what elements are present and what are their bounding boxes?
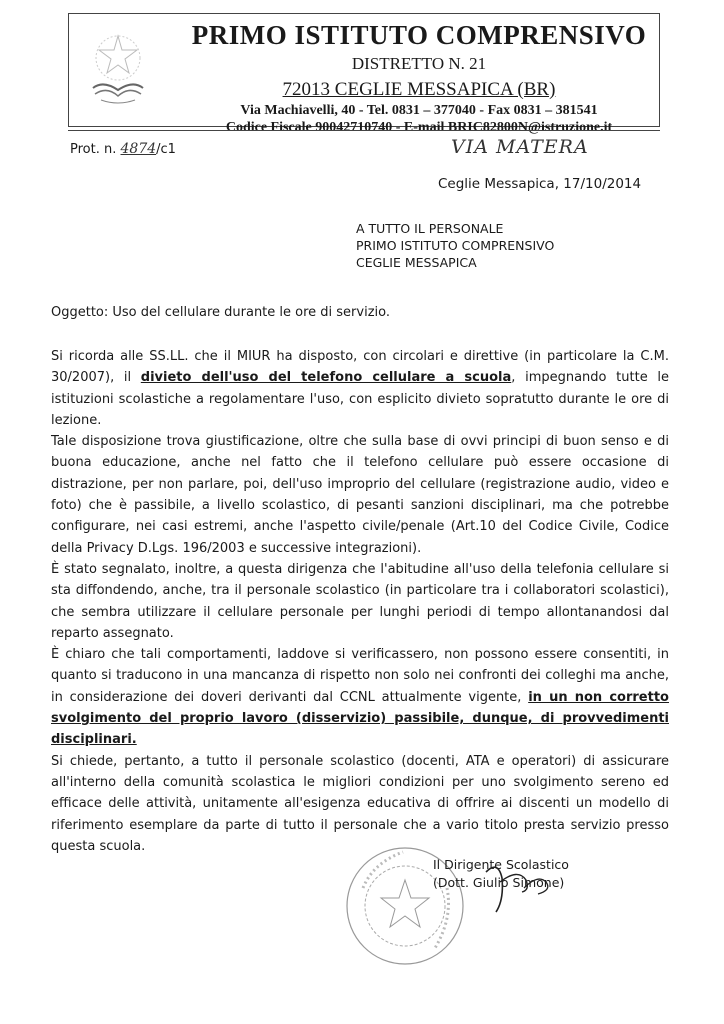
- recipients-block: [356, 220, 554, 271]
- protocol-number: [70, 141, 176, 157]
- emphasized-text: divieto dell'uso del telefono cellulare a scuola: [140, 370, 512, 386]
- paragraph: Tale disposizione trova giustificazione, oltre che sulla base di ovvi principi di buon senso e di buona educazione, anche nel fatto che il telefono cellulare può essere occasione di distrazione, per non parlare, poi, dell'uso improprio del cellulare (registrazione audio, video e foto) che è passibile, a livello scolastico, di pesanti sanzioni disciplinari, ma che potrebbe configurare, nei casi estremi, anche l'aspetto civile/penale (Art.10 del Codice Civile, Codice della Privacy D.Lgs. 196/2003 e successive integrazioni).: [51, 434, 669, 556]
- district: DISTRETTO N. 21: [351, 54, 487, 73]
- signatory-role: Il Dirigente Scolastico: [433, 857, 569, 872]
- emphasized-text: in un non corretto svolgimento del proprio lavoro (disservizio) passibile, dunque, di provvedimenti disciplinari.: [51, 689, 669, 748]
- paragraph: È stato segnalato, inoltre, a questa dirigenza che l'abitudine all'uso della telefonia cellulare si sta diffondendo, anche, tra il personale scolastico (in particolare tra i collaboratori scolastici), che sembra utilizzare il cellulare personale per lunghi periodi di tempo allontanandosi dal reparto assegnato.: [51, 561, 669, 641]
- handwritten-signature-icon: [478, 860, 558, 915]
- recipient-line: PRIMO ISTITUTO COMPRENSIVO: [356, 238, 555, 253]
- italian-republic-emblem-icon: [83, 30, 153, 110]
- paragraph: Si chiede, pertanto, a tutto il personale scolastico (docenti, ATA e operatori) di assicurare all'interno della comunità scolastica le migliori condizioni per uno svolgimento sereno ed efficace delle attività, unitamente all'esigenza educativa di offrire ai discenti un modello di riferimento esemplare da parte di tutto il personale che a vario titolo presta servizio presso questa scuola.: [51, 753, 669, 854]
- document-date: Ceglie Messapica, 17/10/2014: [438, 176, 642, 192]
- paragraph: Si ricorda alle SS.LL. che il MIUR ha disposto, con circolari e direttive (in particolare la C.M. 30/2007), il divieto dell'uso del telefono cellulare a scuola, impegnando tutte le istituzioni scolastiche a regolamentare l'uso, con esplicito divieto sopratutto durante le ore di lezione.: [51, 349, 669, 428]
- recipient-line: A TUTTO IL PERSONALE: [356, 221, 504, 236]
- signatory-name: (Dott. Giulio Simone): [433, 875, 565, 890]
- protocol-handwritten-number: 4874: [120, 141, 157, 157]
- recipient-line: CEGLIE MESSAPICA: [356, 255, 477, 270]
- letterhead: [68, 13, 660, 135]
- protocol-label: Prot. n.: [70, 142, 117, 157]
- letter-body: [51, 346, 669, 857]
- paragraph: È chiaro che tali comportamenti, laddove si verificassero, non possono essere consentiti, in quanto si traducono in una mancanza di rispetto non solo nei confronti dei colleghi ma anche, in considerazione dei doveri derivanti dal CCNL attualmente vigente, in un non corretto svolgimento del proprio lavoro (disservizio) passibile, dunque, di provvedimenti disciplinari.: [51, 647, 669, 748]
- city: 72013 CEGLIE MESSAPICA (BR): [282, 79, 556, 100]
- school-name: PRIMO ISTITUTO COMPRENSIVO: [191, 20, 647, 50]
- address-line: Via Machiavelli, 40 - Tel. 0831 – 377040 - Fax 0831 – 381541: [240, 103, 598, 118]
- fiscal-code-line: Codice Fiscale 90042710740 - E-mail BRIC82800N@istruzione.it: [225, 120, 613, 135]
- handwritten-note: VIA MATERA: [451, 136, 589, 158]
- subject-line: Oggetto: Uso del cellulare durante le ore di servizio.: [51, 305, 391, 320]
- protocol-suffix: /c1: [156, 142, 176, 157]
